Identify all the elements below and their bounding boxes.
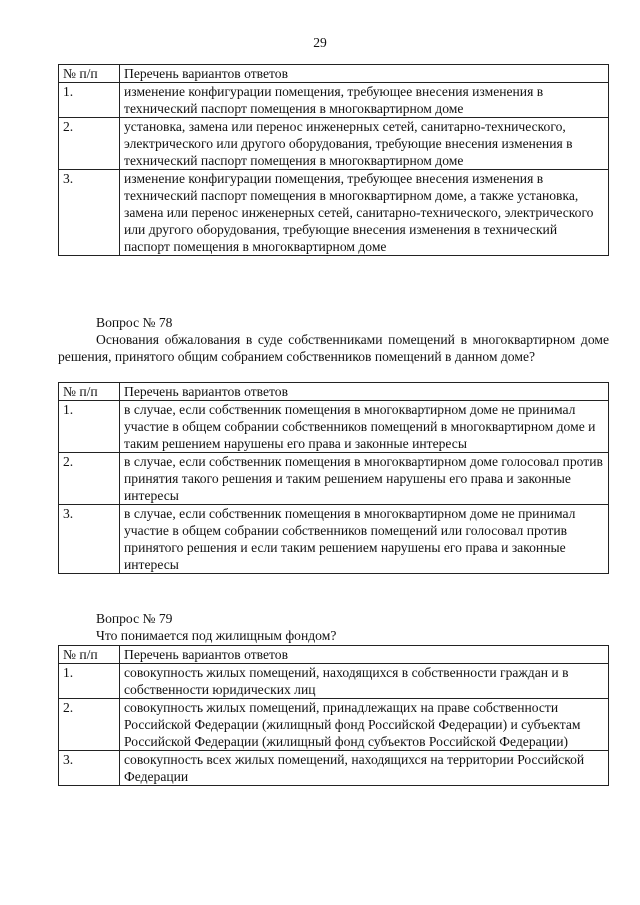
row-num: 3. [59, 751, 120, 786]
row-num: 2. [59, 699, 120, 751]
header-variants: Перечень вариантов ответов [120, 65, 609, 83]
table-row [59, 118, 609, 170]
question-79-text: Что понимается под жилищным фондом? [96, 628, 337, 643]
table-row [59, 505, 609, 574]
row-text: в случае, если собственник помещения в многоквартирном доме голосовал против принятия такого решения и таким решением нарушены его права и законные интересы [120, 453, 609, 505]
table-row [59, 664, 609, 699]
row-text: совокупность всех жилых помещений, находящихся на территории Российской Федерации [120, 751, 609, 786]
row-num: 2. [59, 118, 120, 170]
row-num: 1. [59, 664, 120, 699]
header-variants: Перечень вариантов ответов [120, 383, 609, 401]
row-text: изменение конфигурации помещения, требующее внесения изменения в технический паспорт помещения в многоквартирном доме [120, 83, 609, 118]
row-text: изменение конфигурации помещения, требующее внесения изменения в технический паспорт помещения в многоквартирном доме, а также установка, замена или перенос инженерных сетей, санитарно-технического, электрического или другого оборудования, требующие внесения изменения в технический паспорт помещения в многоквартирном доме [120, 170, 609, 256]
header-variants: Перечень вариантов ответов [120, 646, 609, 664]
table-row [59, 170, 609, 256]
question-78-title: Вопрос № 78 [96, 315, 173, 330]
row-num: 1. [59, 83, 120, 118]
table-header-row [59, 646, 609, 664]
row-text: в случае, если собственник помещения в многоквартирном доме не принимал участие в общем собрании собственников помещений или голосовал против принятого решения и если таким решением нарушены его права и законные интересы [120, 505, 609, 574]
header-num: № п/п [59, 65, 120, 83]
answers-table-1 [58, 64, 609, 256]
row-num: 1. [59, 401, 120, 453]
row-num: 2. [59, 453, 120, 505]
answers-table-79 [58, 645, 609, 786]
question-79-title: Вопрос № 79 [96, 611, 173, 626]
answers-table-78 [58, 382, 609, 574]
table-row [59, 83, 609, 118]
row-num: 3. [59, 170, 120, 256]
header-num: № п/п [59, 646, 120, 664]
table-header-row [59, 65, 609, 83]
header-num: № п/п [59, 383, 120, 401]
page-number: 29 [313, 35, 327, 50]
table-row [59, 453, 609, 505]
row-text: совокупность жилых помещений, находящихся в собственности граждан и в собственности юридических лиц [120, 664, 609, 699]
row-num: 3. [59, 505, 120, 574]
table-row [59, 751, 609, 786]
table-row [59, 401, 609, 453]
row-text: совокупность жилых помещений, принадлежащих на праве собственности Российской Федерации (жилищный фонд Российской Федерации) и субъектам Российской Федерации (жилищный фонд субъектов Российской Федерации) [120, 699, 609, 751]
question-78-text: Основания обжалования в суде собственниками помещений в многоквартирном доме решения, принятого общим собранием собственников помещений в данном доме? [58, 332, 609, 364]
row-text: в случае, если собственник помещения в многоквартирном доме не принимал участие в общем собрании собственников помещений в многоквартирном доме и таким решением нарушены его права и законные интересы [120, 401, 609, 453]
table-row [59, 699, 609, 751]
table-header-row [59, 383, 609, 401]
row-text: установка, замена или перенос инженерных сетей, санитарно-технического, электрического или другого оборудования, требующие внесения изменения в технический паспорт помещения в многоквартирном доме [120, 118, 609, 170]
